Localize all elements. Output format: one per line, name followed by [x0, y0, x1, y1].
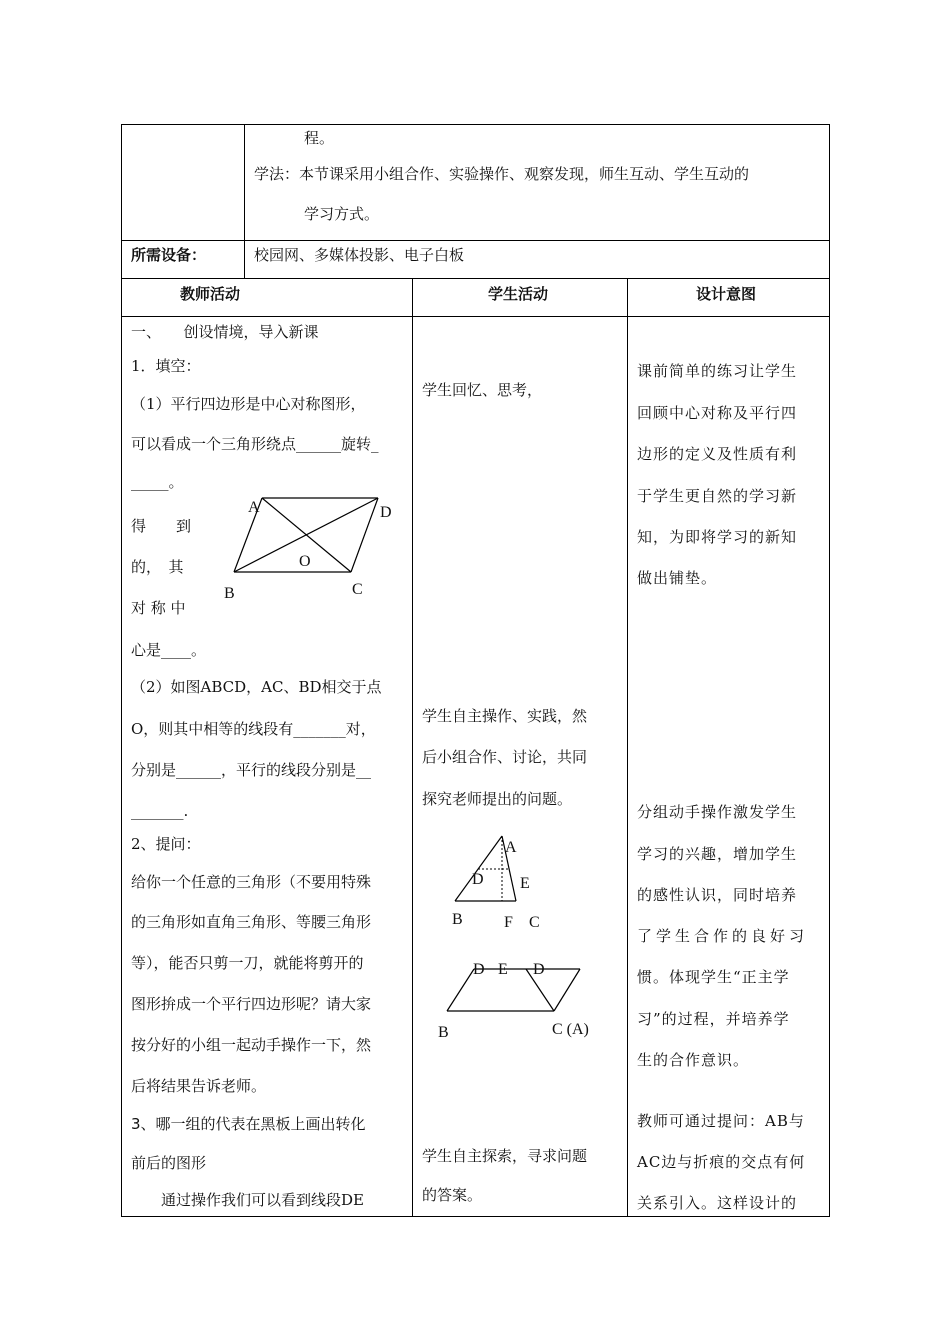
- header-teacher-activity: 教师活动: [180, 285, 241, 303]
- label-a: A: [505, 839, 517, 856]
- table-border-top: [121, 124, 830, 125]
- teacher-line: 的三角形如直角三角形、等腰三角形: [131, 913, 372, 931]
- teacher-line: 分别是______，平行的线段分别是__: [131, 761, 372, 779]
- design-line: 分组动手操作激发学生: [637, 803, 798, 821]
- design-line: 教师可通过提问：AB与: [637, 1112, 805, 1130]
- teacher-line: （2）如图ABCD，AC、BD相交于点: [131, 678, 382, 696]
- table-border-bottom: [121, 1216, 830, 1217]
- design-line: 做出铺垫。: [637, 569, 718, 587]
- label-o: O: [299, 553, 311, 570]
- design-line: 回顾中心对称及平行四: [637, 404, 798, 422]
- design-line: 生的合作意识。: [637, 1051, 750, 1069]
- teacher-line: 给你一个任意的三角形（不要用特殊: [131, 873, 372, 891]
- table-border-row1: [121, 240, 830, 241]
- label-b: B: [438, 1024, 449, 1041]
- header-student-activity: 学生活动: [488, 285, 549, 303]
- student-line: 探究老师提出的问题。: [422, 790, 573, 808]
- teacher-line: 对 称 中: [131, 599, 186, 617]
- teacher-line: 心是____。: [131, 641, 207, 659]
- teacher-line: 3、哪一组的代表在黑板上画出转化: [131, 1115, 366, 1133]
- teacher-line: _____。: [131, 473, 184, 491]
- triangle-figure: [452, 833, 552, 913]
- design-line: 了学生合作的良好习: [637, 927, 809, 945]
- design-line: 关系引入。这样设计的: [637, 1194, 798, 1212]
- header-design-intent: 设计意图: [696, 285, 757, 303]
- design-line: 课前简单的练习让学生: [637, 362, 798, 380]
- teacher-line: 1．填空：: [131, 357, 201, 375]
- label-d: D: [472, 871, 484, 888]
- design-line: 惯。体现学生“正主学: [637, 968, 790, 986]
- teacher-line: 图形拚成一个平行四边形呢？请大家: [131, 995, 372, 1013]
- design-line: 学习的兴趣，增加学生: [637, 845, 798, 863]
- label-d: D: [380, 504, 392, 521]
- design-line: AC边与折痕的交点有何: [637, 1153, 806, 1171]
- label-b: B: [224, 585, 235, 602]
- label-c-a: C (A): [552, 1021, 589, 1038]
- student-line: 后小组合作、讨论，共同: [422, 748, 588, 766]
- teacher-line: 可以看成一个三角形绕点______旋转_: [131, 435, 379, 453]
- label-b: B: [452, 911, 463, 928]
- equipment-value: 校园网、多媒体投影、电子白板: [254, 246, 465, 264]
- student-line: 学生回忆、思考，: [422, 381, 543, 399]
- teacher-line: 通过操作我们可以看到线段DE: [131, 1191, 364, 1209]
- design-line: 知，为即将学习的新知: [637, 528, 798, 546]
- teacher-line: _______.: [131, 802, 189, 820]
- table-border-row3: [121, 316, 830, 317]
- label-f: F: [504, 914, 513, 931]
- label-e: E: [520, 875, 530, 892]
- teacher-line: 前后的图形: [131, 1154, 207, 1172]
- teacher-line: 按分好的小组一起动手操作一下，然: [131, 1036, 372, 1054]
- student-line: 的答案。: [422, 1186, 483, 1204]
- design-line: 边形的定义及性质有利: [637, 445, 798, 463]
- teacher-line: 得 到: [131, 517, 192, 535]
- teacher-line: 后将结果告诉老师。: [131, 1077, 267, 1095]
- student-line: 学生自主探索，寻求问题: [422, 1147, 588, 1165]
- teacher-line: 等），能否只剪一刀，就能将剪开的: [131, 954, 364, 972]
- teacher-line: 2、提问：: [131, 835, 201, 853]
- label-c: C: [352, 581, 363, 598]
- rearranged-figure: [444, 965, 604, 1025]
- study-method-text: 学法：本节课采用小组合作、实验操作、观察发现，师生互动、学生互动的: [254, 165, 750, 183]
- label-e: E: [498, 961, 508, 978]
- table-divider-student: [627, 278, 628, 1216]
- teacher-line: 的， 其: [131, 558, 184, 576]
- table-border-right: [829, 124, 830, 1217]
- method-continuation: 程。: [304, 129, 335, 147]
- design-line: 于学生更自然的学习新: [637, 487, 798, 505]
- study-method-text-cont: 学习方式。: [304, 205, 380, 223]
- label-c: C: [529, 914, 540, 931]
- label-a: A: [248, 499, 260, 516]
- teacher-line: （1）平行四边形是中心对称图形，: [131, 395, 366, 413]
- table-divider-teacher: [412, 278, 413, 1216]
- design-line: 的感性认识，同时培养: [637, 886, 798, 904]
- label-d: D: [533, 961, 545, 978]
- label-d: D: [473, 961, 485, 978]
- design-line: 习”的过程，并培养学: [637, 1010, 790, 1028]
- student-line: 学生自主操作、实践，然: [422, 707, 588, 725]
- table-divider-label: [244, 124, 245, 278]
- table-border-row2: [121, 278, 830, 279]
- teacher-line: O，则其中相等的线段有_______对，: [131, 720, 376, 738]
- teacher-line: 一、 创设情境，导入新课: [131, 323, 319, 341]
- equipment-label: 所需设备：: [131, 246, 207, 264]
- table-border-left: [121, 124, 122, 1217]
